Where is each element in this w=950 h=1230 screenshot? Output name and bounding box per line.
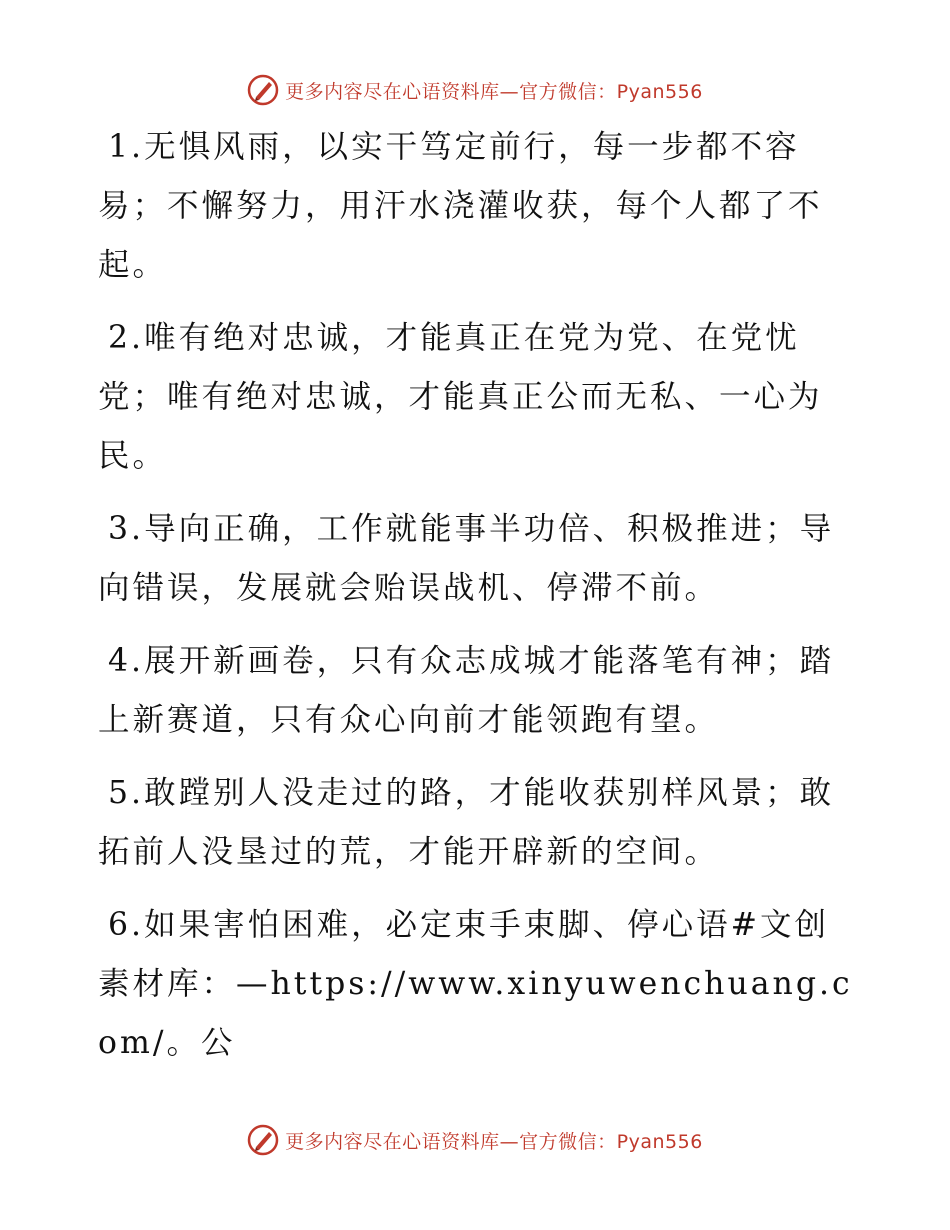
paragraph-number: 6. [108, 907, 145, 943]
banner-text [285, 77, 703, 104]
banner-wechat: 官方微信：Pyan556 [519, 1130, 703, 1153]
paragraph-number: 5. [108, 775, 145, 811]
banner-site-name: 更多内容尽在心语资料库 [285, 80, 500, 103]
banner-site-name: 更多内容尽在心语资料库 [285, 1130, 500, 1153]
paragraph-number: 3. [108, 511, 145, 547]
paragraph-text: 如果害怕困难，必定束手束脚、停心语#文创素材库：—https://www.xinyuwenchuang.com/。公 [98, 907, 853, 1061]
banner-dash: — [499, 80, 520, 103]
document-body [98, 118, 853, 1087]
paragraph-number: 1. [108, 129, 145, 165]
paragraph-text: 敢蹚别人没走过的路，才能收获别样风景；敢拓前人没垦过的荒，才能开辟新的空间。 [98, 775, 835, 870]
header-banner [0, 70, 950, 110]
paragraph-1 [98, 118, 853, 295]
banner-wechat: 官方微信：Pyan556 [519, 80, 703, 103]
paragraph-number: 2. [108, 320, 145, 356]
paragraph-6 [98, 896, 853, 1073]
paragraph-3 [98, 500, 853, 618]
footer-banner [0, 1120, 950, 1160]
paragraph-4 [98, 632, 853, 750]
paragraph-text: 展开新画卷，只有众志成城才能落笔有神；踏上新赛道，只有众心向前才能领跑有望。 [98, 643, 835, 738]
paragraph-text: 无惧风雨，以实干笃定前行，每一步都不容易；不懈努力，用汗水浇灌收获，每个人都了不起。 [98, 129, 823, 283]
paragraph-number: 4. [108, 643, 145, 679]
banner-dash: — [499, 1130, 520, 1153]
paragraph-text: 唯有绝对忠诚，才能真正在党为党、在党忧党；唯有绝对忠诚，才能真正公而无私、一心为民。 [98, 320, 823, 474]
pen-logo-icon [247, 74, 279, 106]
banner-text [285, 1127, 703, 1154]
paragraph-2 [98, 309, 853, 486]
pen-logo-icon [247, 1124, 279, 1156]
paragraph-5 [98, 764, 853, 882]
paragraph-text: 导向正确，工作就能事半功倍、积极推进；导向错误，发展就会贻误战机、停滞不前。 [98, 511, 835, 606]
